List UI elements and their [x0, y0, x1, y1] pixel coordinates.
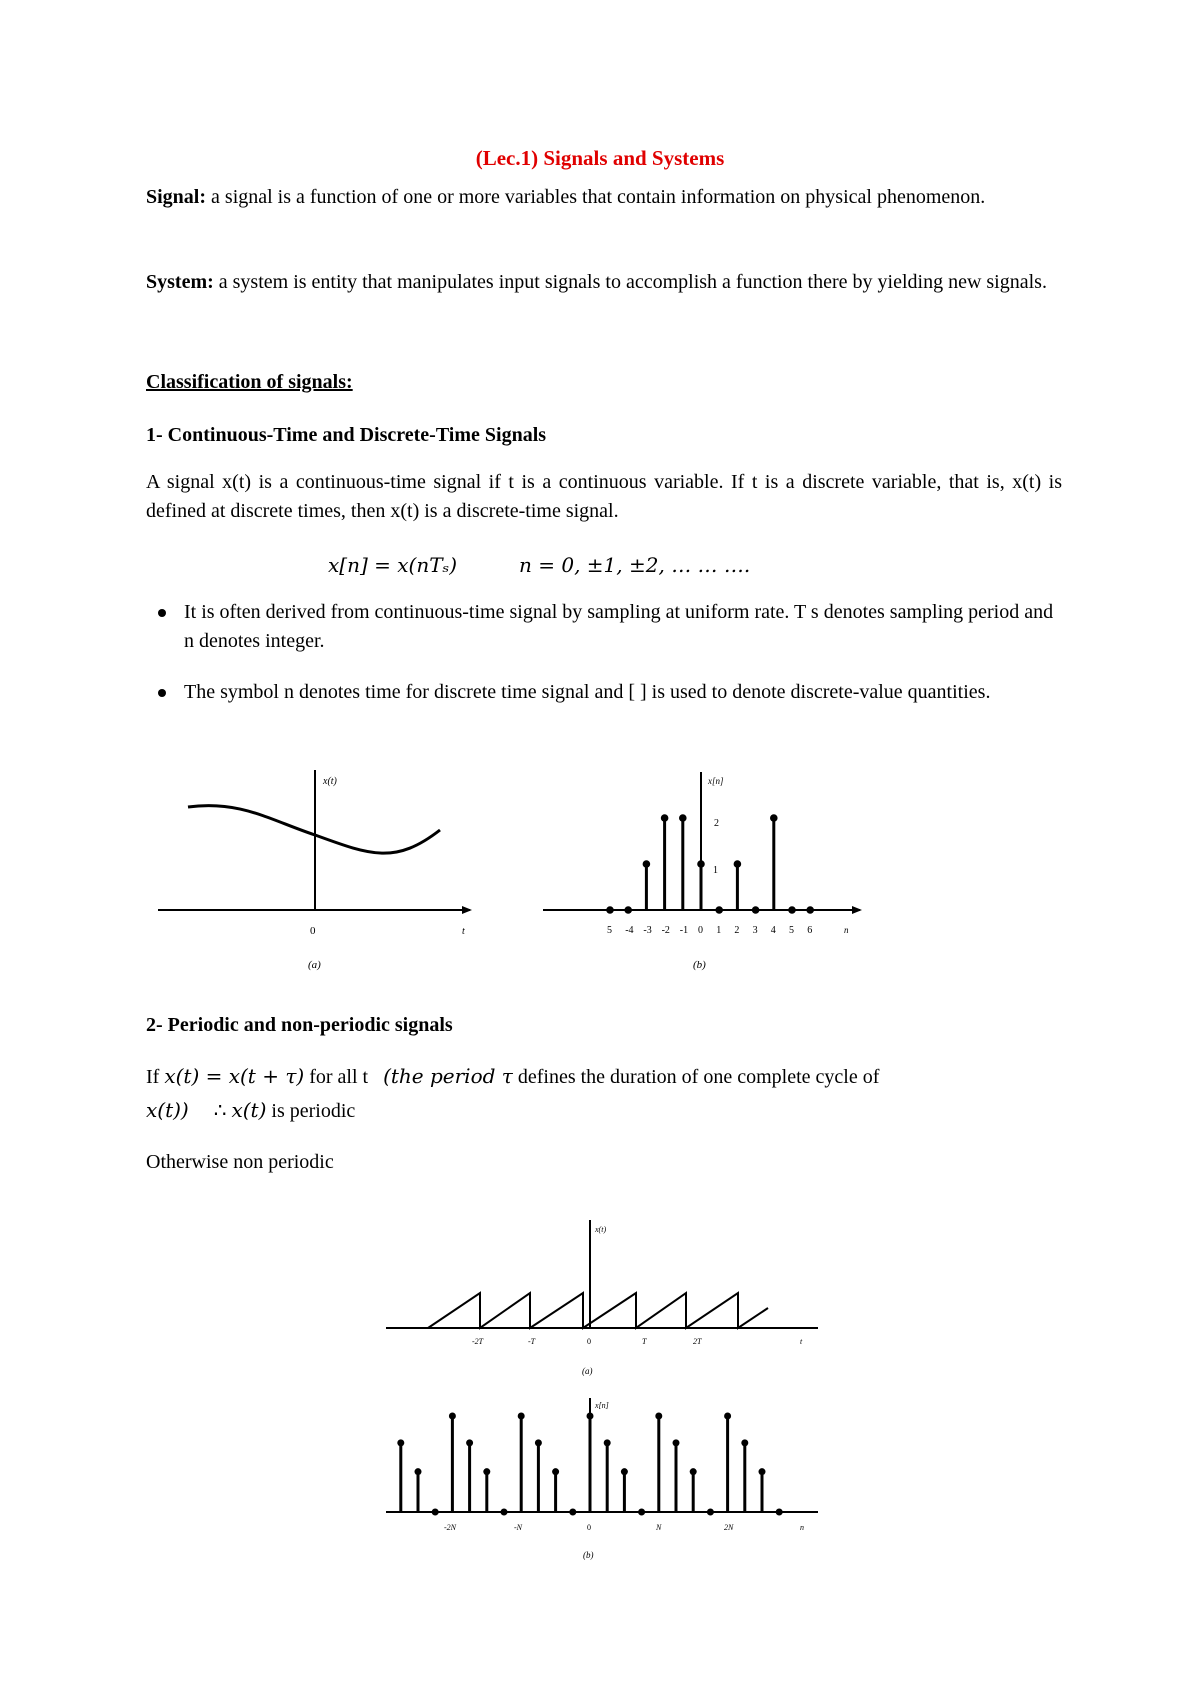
figure1a-x-arrow — [462, 906, 472, 914]
stem-tick-label: 3 — [752, 925, 758, 936]
figure2a-tick-minust: -T — [528, 1337, 536, 1346]
figure2b-ylabel: x[n] — [595, 1401, 609, 1410]
figure2b-tick-2n: 2N — [724, 1523, 734, 1532]
bullet-2 — [184, 678, 1062, 707]
figure1b-discrete-signal — [540, 760, 870, 980]
equation-right: n = 0, ±1, ±2, … … …. — [519, 553, 751, 577]
figure2a-sawtooth — [380, 1210, 820, 1380]
equation-left: x[n] = x(nTₛ) — [328, 553, 458, 577]
therefore-text: ∴ — [188, 1100, 232, 1122]
section2-line2 — [146, 1094, 1062, 1128]
figure2b-tick-n: N — [656, 1523, 662, 1532]
stem-tick-label: -3 — [643, 925, 652, 936]
figure1b-ylabel: x[n] — [708, 776, 724, 786]
periodic-stem-point — [604, 1439, 611, 1446]
stem-tick-label: 5 — [607, 925, 612, 936]
system-term: System: — [146, 271, 214, 293]
figure1b-caption: (b) — [693, 959, 706, 971]
periodic-stem-point — [638, 1509, 645, 1516]
section1-text: A signal x(t) is a continuous-time signal if t is a continuous variable. If t is a discrete variable, that is, x(t) is defined at discrete times, then x(t) is a discrete-time signal. — [146, 471, 1062, 522]
if-text: If — [146, 1066, 165, 1088]
xt-periodic: x(t) — [231, 1098, 267, 1122]
periodic-stem-point — [655, 1413, 662, 1420]
bullet-2-text: The symbol n denotes time for discrete time signal and [ ] is used to denote discrete-value quantities. — [184, 681, 991, 703]
figure1a-origin: 0 — [310, 925, 316, 937]
figure2b-tick-minusn: -N — [514, 1523, 522, 1532]
figure1b-x-arrow — [852, 906, 862, 914]
periodic-stem-point — [501, 1509, 508, 1516]
stem-point — [770, 814, 778, 822]
figure1b-ytick-1: 1 — [713, 865, 718, 876]
figure2a-wave — [428, 1293, 768, 1328]
figure2a-xlabel: t — [800, 1337, 803, 1346]
stem-point — [624, 906, 632, 914]
periodic-stem-point — [759, 1468, 766, 1475]
periodic-stem-point — [673, 1439, 680, 1446]
periodic-stem-point — [466, 1439, 473, 1446]
periodic-stem-point — [535, 1439, 542, 1446]
stem-tick-label: 1 — [716, 925, 722, 936]
periodic-stem-point — [569, 1509, 576, 1516]
signal-definition — [146, 181, 1062, 214]
figure2a-tick-2t: 2T — [693, 1337, 702, 1346]
figure2b-xlabel: n — [800, 1523, 804, 1532]
system-definition — [146, 266, 1062, 299]
section2-heading: 2- Periodic and non-periodic signals — [146, 1014, 453, 1036]
figure1a-continuous-signal — [150, 760, 480, 980]
page-title: (Lec.1) Signals and Systems — [475, 146, 725, 170]
stem-point — [752, 906, 760, 914]
periodic-stem-point — [415, 1468, 422, 1475]
duration-text: defines the duration of one complete cycle of — [512, 1066, 880, 1088]
figure1a-caption: (a) — [308, 959, 321, 971]
stem-tick-label: -4 — [625, 925, 634, 936]
stem-tick-label: 2 — [734, 925, 740, 936]
stem-point — [788, 906, 796, 914]
periodic-stem-point — [449, 1413, 456, 1420]
figure2a-ylabel: x(t) — [595, 1225, 607, 1234]
periodic-equation: x(t) = x(t + τ) — [164, 1064, 305, 1088]
periodic-stem-point — [587, 1413, 594, 1420]
stem-point — [661, 814, 669, 822]
figure2b-tick-minus2n: -2N — [444, 1523, 456, 1532]
periodic-stem-point — [397, 1439, 404, 1446]
is-periodic-text: is periodic — [266, 1100, 356, 1122]
periodic-stem-point — [741, 1439, 748, 1446]
system-text: a system is entity that manipulates input signals to accomplish a function there by yielding new signals. — [213, 271, 1047, 293]
section1-heading: 1- Continuous-Time and Discrete-Time Signals — [146, 424, 547, 446]
figure2b-periodic-discrete — [380, 1390, 820, 1560]
bullet-dot — [158, 609, 166, 617]
for-all-text: for all t — [304, 1066, 384, 1088]
stem-point — [697, 860, 705, 868]
stem-point — [734, 860, 742, 868]
stem-tick-label: 4 — [770, 925, 776, 936]
signal-term: Signal: — [146, 186, 207, 208]
periodic-stem-point — [483, 1468, 490, 1475]
section2-line1 — [146, 1060, 1062, 1094]
bullet-1-text: It is often derived from continuous-time signal by sampling at uniform rate. T s denotes sampling period and n denotes integer. — [184, 601, 1054, 652]
periodic-stem-point — [518, 1413, 525, 1420]
periodic-stem-point — [690, 1468, 697, 1475]
periodic-stem-point — [432, 1509, 439, 1516]
figure1b-ytick-2: 2 — [714, 818, 719, 829]
stem-point — [643, 860, 651, 868]
xt-close: x(t)) — [146, 1098, 189, 1122]
figure2a-tick-minus2t: -2T — [472, 1337, 484, 1346]
period-text: (the period τ — [383, 1064, 513, 1088]
figure2b-tick-0: 0 — [587, 1523, 591, 1532]
periodic-stem-point — [724, 1413, 731, 1420]
figure1b-xlabel: n — [844, 925, 849, 935]
classification-heading: Classification of signals: — [146, 371, 353, 393]
figure2a-caption: (a) — [582, 1366, 593, 1376]
figure2a-tick-t: T — [642, 1337, 647, 1346]
periodic-stem-point — [776, 1509, 783, 1516]
stem-point — [606, 906, 614, 914]
stem-tick-label: 0 — [698, 925, 703, 936]
otherwise-text: Otherwise non periodic — [146, 1151, 334, 1173]
stem-tick-label: 5 — [789, 925, 794, 936]
stem-point — [715, 906, 723, 914]
stem-tick-label: -2 — [661, 925, 670, 936]
figure2a-tick-0: 0 — [587, 1337, 591, 1346]
stem-point — [679, 814, 687, 822]
periodic-stem-point — [707, 1509, 714, 1516]
figure2b-caption: (b) — [583, 1550, 594, 1560]
periodic-stem-point — [621, 1468, 628, 1475]
stem-tick-label: 6 — [807, 925, 813, 936]
stem-point — [806, 906, 814, 914]
signal-text: a signal is a function of one or more variables that contain information on physical phenomenon. — [206, 186, 986, 208]
bullet-1 — [184, 598, 1062, 656]
periodic-stem-point — [552, 1468, 559, 1475]
bullet-dot — [158, 689, 166, 697]
stem-tick-label: -1 — [679, 925, 689, 936]
figure1a-ylabel: x(t) — [323, 776, 337, 787]
figure1a-xlabel: t — [462, 926, 465, 937]
